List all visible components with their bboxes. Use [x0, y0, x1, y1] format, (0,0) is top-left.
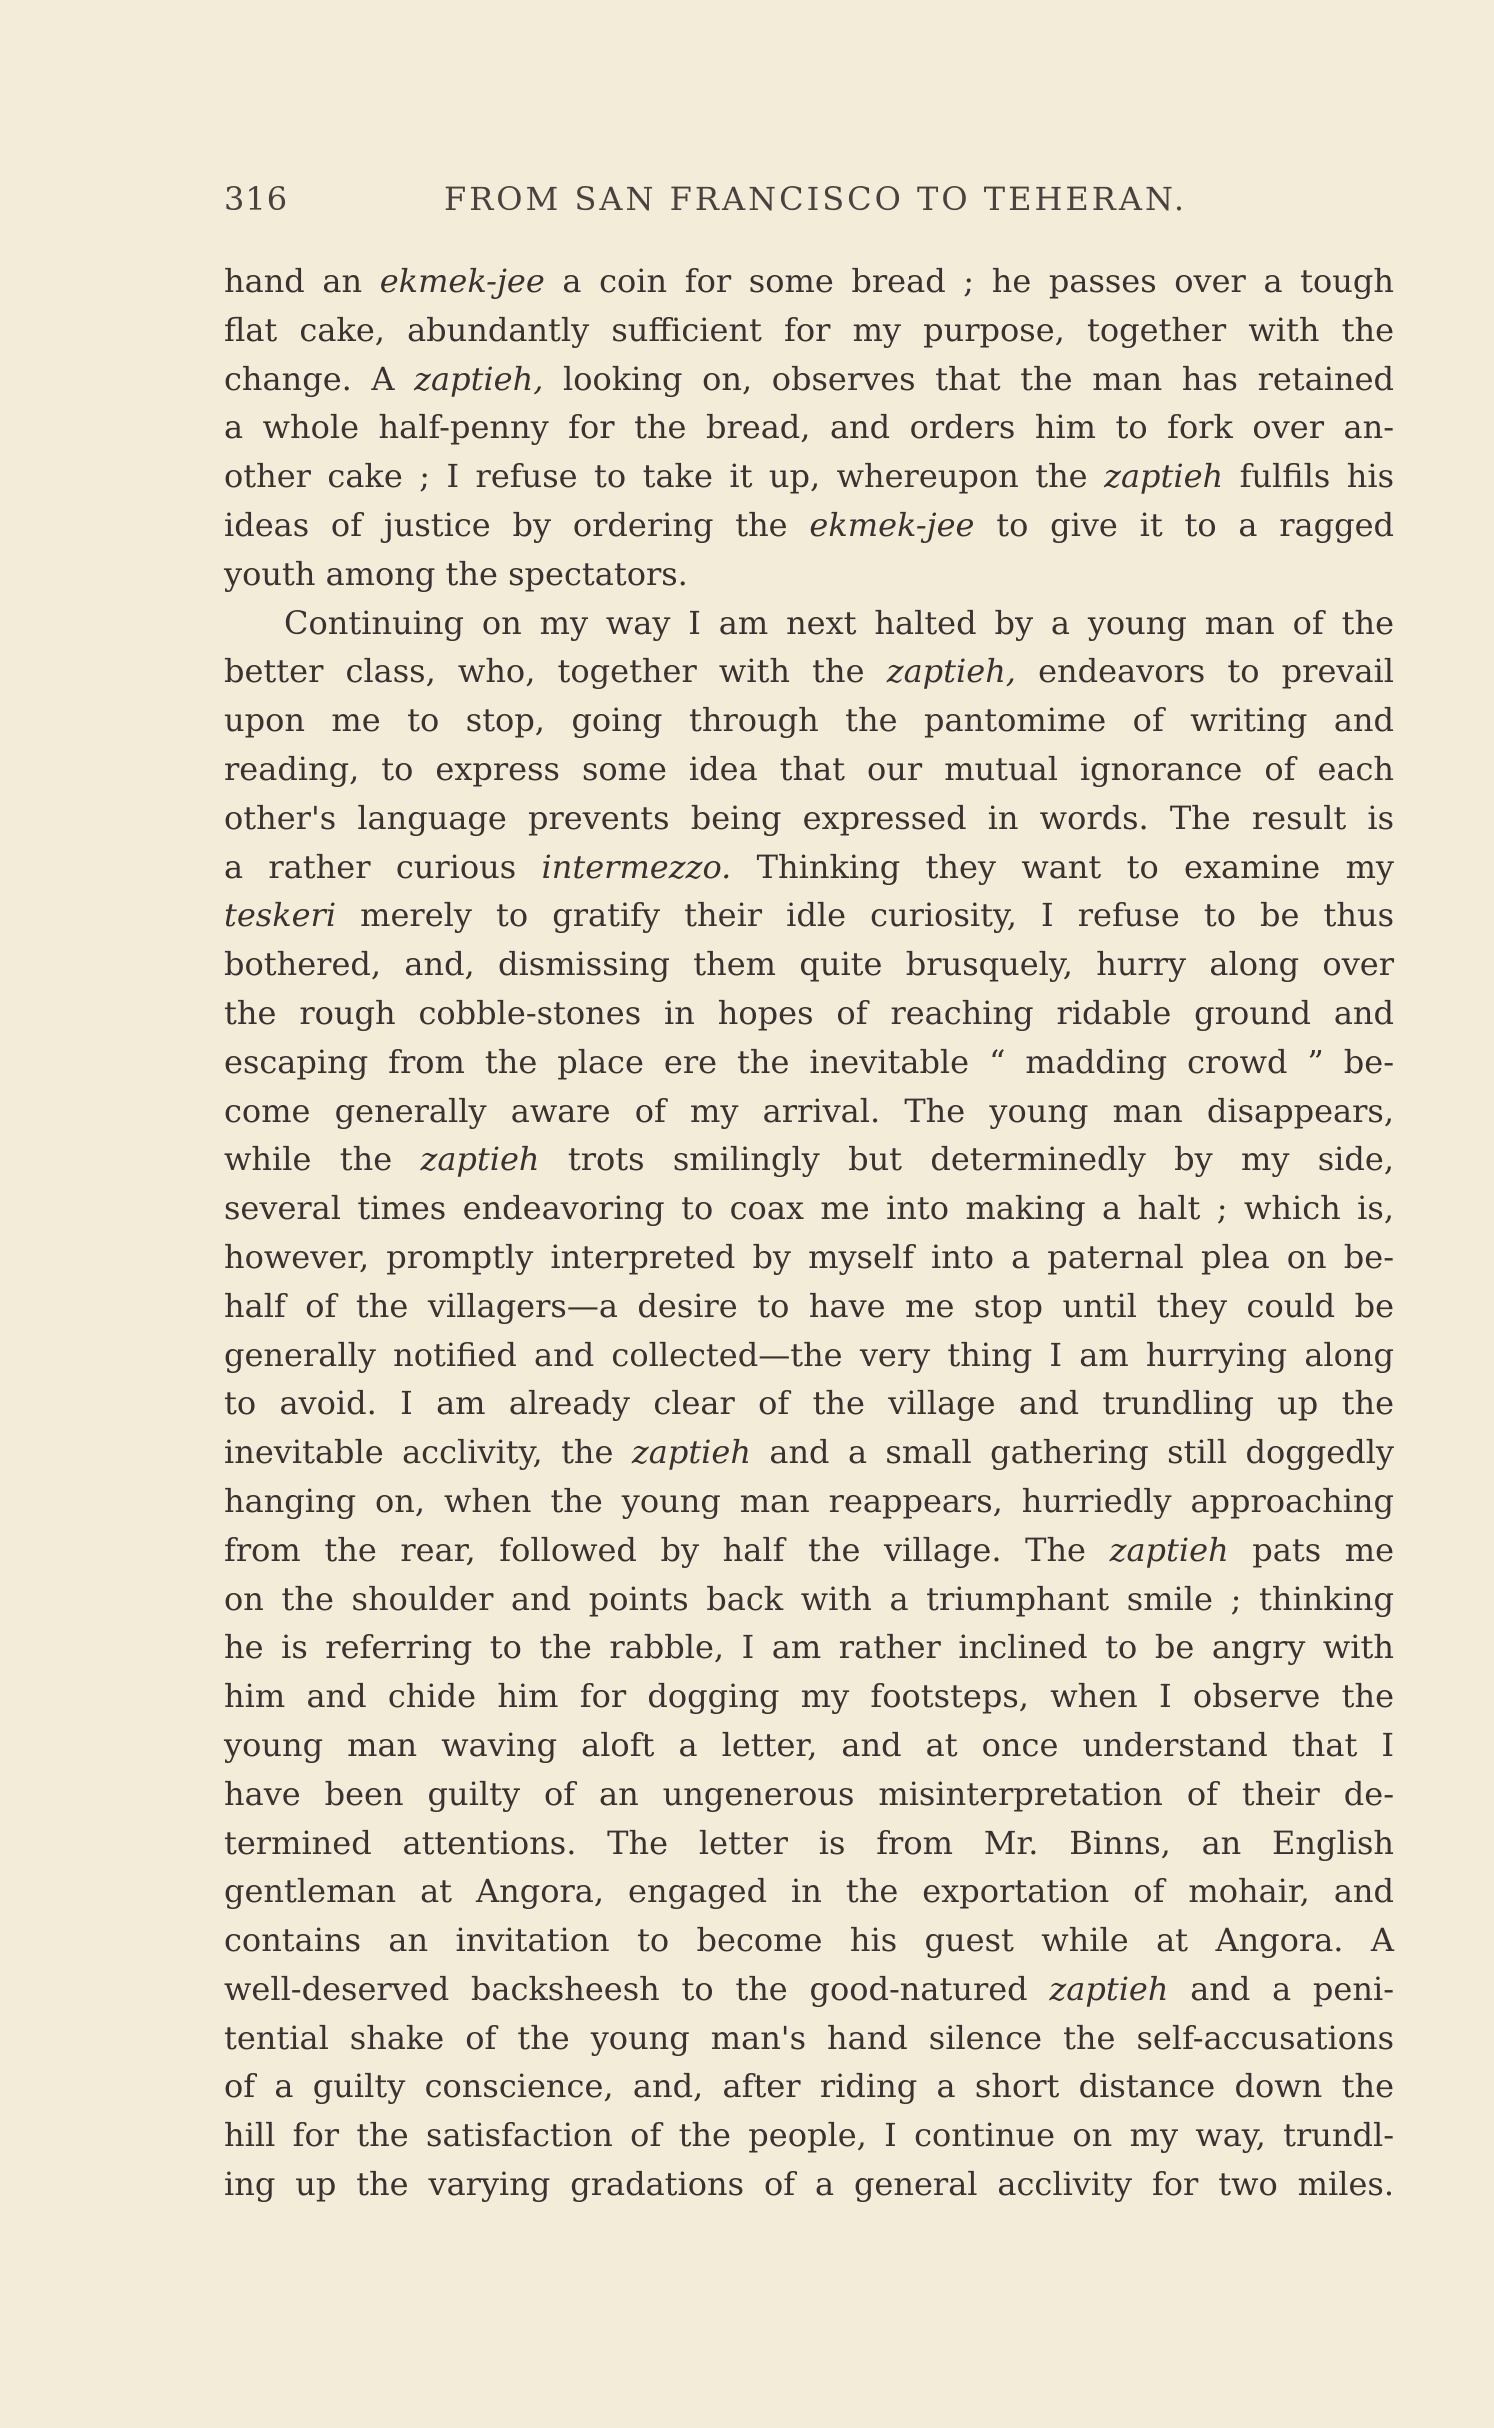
italic-term: zaptieh, [414, 359, 544, 398]
text-segment: to give it to a ragged [974, 505, 1394, 544]
text-segment: merely to gratify their idle curiosity, I refuse to be thus [336, 896, 1394, 935]
text-segment: from the rear, followed by half the village. The [224, 1530, 1110, 1569]
text-segment: several times endeavoring to coax me into making a halt ; which is, [224, 1189, 1394, 1228]
text-segment: of a guilty conscience, and, after riding a short distance down the [224, 2067, 1394, 2106]
text-segment: and a small gathering still doggedly [750, 1433, 1395, 1472]
text-line [224, 257, 1394, 306]
text-line [224, 403, 1394, 452]
text-segment: a whole half-penny for the bread, and orders him to fork over an- [224, 408, 1394, 447]
text-line [224, 2062, 1394, 2111]
text-segment: hill for the satisfaction of the people, I continue on my way, trundl- [224, 2116, 1394, 2155]
italic-term: intermezzo. [541, 847, 732, 886]
text-segment: hand an [224, 262, 380, 300]
text-segment: well-deserved backsheesh to the good-natured [224, 1969, 1050, 2008]
text-segment: escaping from the place ere the inevitable “ madding crowd ” be- [224, 1042, 1394, 1081]
text-line [224, 452, 1394, 501]
text-line [224, 1526, 1394, 1575]
text-segment: he is referring to the rabble, I am rather inclined to be angry with [224, 1628, 1394, 1667]
text-segment: bothered, and, dismissing them quite brusquely, hurry along over [224, 945, 1394, 984]
text-line [224, 1135, 1394, 1184]
text-segment: youth among the spectators. [224, 554, 688, 593]
text-segment: to avoid. I am already clear of the village and trundling up the [224, 1384, 1394, 1423]
text-segment: have been guilty of an ungenerous misinterpretation of their de- [224, 1774, 1394, 1813]
text-line [224, 501, 1394, 550]
text-segment: the rough cobble-stones in hopes of reaching ridable ground and [224, 993, 1394, 1032]
text-line [224, 1623, 1394, 1672]
text-segment: inevitable acclivity, the [224, 1433, 632, 1472]
text-line [224, 355, 1394, 404]
text-segment: better class, who, together with the [224, 652, 887, 691]
text-segment: however, promptly interpreted by myself into a paternal plea on be- [224, 1237, 1394, 1276]
text-segment: on the shoulder and points back with a triumphant smile ; thinking [224, 1579, 1394, 1618]
text-segment: a coin for some bread ; he passes over a tough [544, 262, 1395, 300]
text-line [224, 794, 1394, 843]
text-line [224, 891, 1394, 940]
text-line [224, 1428, 1394, 1477]
text-segment: and a peni- [1168, 1969, 1395, 2008]
text-line [224, 1282, 1394, 1331]
text-segment: change. A [224, 359, 415, 398]
text-line [224, 2014, 1394, 2063]
text-line [224, 1672, 1394, 1721]
text-line [224, 2111, 1394, 2160]
text-segment: hanging on, when the young man reappears, hurriedly approaching [224, 1481, 1394, 1520]
text-line [224, 745, 1394, 794]
text-line [224, 1770, 1394, 1819]
text-line [224, 1819, 1394, 1868]
text-segment: him and chide him for dogging my footsteps, when I observe the [224, 1677, 1394, 1716]
italic-term: zaptieh [1049, 1969, 1169, 2008]
body-text [224, 257, 1394, 2209]
text-segment: come generally aware of my arrival. The young man disappears, [224, 1091, 1394, 1130]
page-number: 316 [224, 180, 289, 218]
text-segment: fulfils his [1223, 457, 1395, 496]
text-segment: young man waving aloft a letter, and at once understand that I [224, 1725, 1394, 1764]
text-segment: other's language prevents being expressed in words. The result is [224, 798, 1394, 837]
text-segment: Continuing on my way I am next halted by a young man of the [284, 603, 1394, 642]
text-line [224, 1867, 1394, 1916]
text-segment: half of the villagers—a desire to have me stop until they could be [224, 1286, 1394, 1325]
italic-term: zaptieh [1104, 457, 1224, 496]
text-line [224, 1184, 1394, 1233]
text-line [224, 1477, 1394, 1526]
text-line [224, 843, 1394, 892]
italic-term: ekmek-jee [379, 262, 545, 300]
text-line [224, 1038, 1394, 1087]
italic-term: zaptieh, [886, 652, 1016, 691]
text-line [224, 1916, 1394, 1965]
text-line [224, 1233, 1394, 1282]
text-segment: ideas of justice by ordering the [224, 505, 810, 544]
text-segment: termined attentions. The letter is from Mr. Binns, an English [224, 1823, 1394, 1862]
text-line [224, 599, 1394, 648]
running-title: FROM SAN FRANCISCO TO TEHERAN. [444, 180, 1188, 218]
text-segment: contains an invitation to become his guest while at Angora. A [224, 1921, 1394, 1960]
text-segment: upon me to stop, going through the pantomime of writing and [224, 701, 1394, 740]
text-segment: Thinking they want to examine my [731, 847, 1394, 886]
text-line [224, 1721, 1394, 1770]
text-line [224, 1331, 1394, 1380]
text-line [224, 1379, 1394, 1428]
text-line [224, 1575, 1394, 1624]
text-segment: gentleman at Angora, engaged in the exportation of mohair, and [224, 1872, 1394, 1911]
text-segment: a rather curious [224, 847, 542, 886]
text-segment: endeavors to prevail [1015, 652, 1395, 691]
text-segment: reading, to express some idea that our mutual ignorance of each [224, 749, 1394, 788]
text-line [224, 940, 1394, 989]
italic-term: zaptieh [420, 1140, 540, 1179]
text-segment: other cake ; I refuse to take it up, whereupon the [224, 457, 1105, 496]
italic-term: teskeri [224, 896, 337, 935]
text-line [224, 1965, 1394, 2014]
italic-term: ekmek-jee [809, 505, 975, 544]
text-line [224, 647, 1394, 696]
text-line [224, 696, 1394, 745]
text-segment: looking on, observes that the man has retained [543, 359, 1395, 398]
italic-term: zaptieh [631, 1433, 751, 1472]
text-segment: flat cake, abundantly sufficient for my purpose, together with the [224, 310, 1394, 349]
text-line [224, 550, 1394, 599]
text-segment: trots smilingly but determinedly by my side, [539, 1140, 1395, 1179]
text-line [224, 306, 1394, 355]
text-segment: tential shake of the young man's hand silence the self-accusations [224, 2018, 1394, 2057]
text-line [224, 989, 1394, 1038]
text-segment: pats me [1228, 1530, 1395, 1569]
text-line [224, 1087, 1394, 1136]
text-segment: ing up the varying gradations of a general acclivity for two miles. [224, 2165, 1394, 2204]
text-line [224, 2160, 1394, 2209]
italic-term: zaptieh [1109, 1530, 1229, 1569]
text-segment: generally notified and collected—the very thing I am hurrying along [224, 1335, 1394, 1374]
text-segment: while the [224, 1140, 421, 1179]
